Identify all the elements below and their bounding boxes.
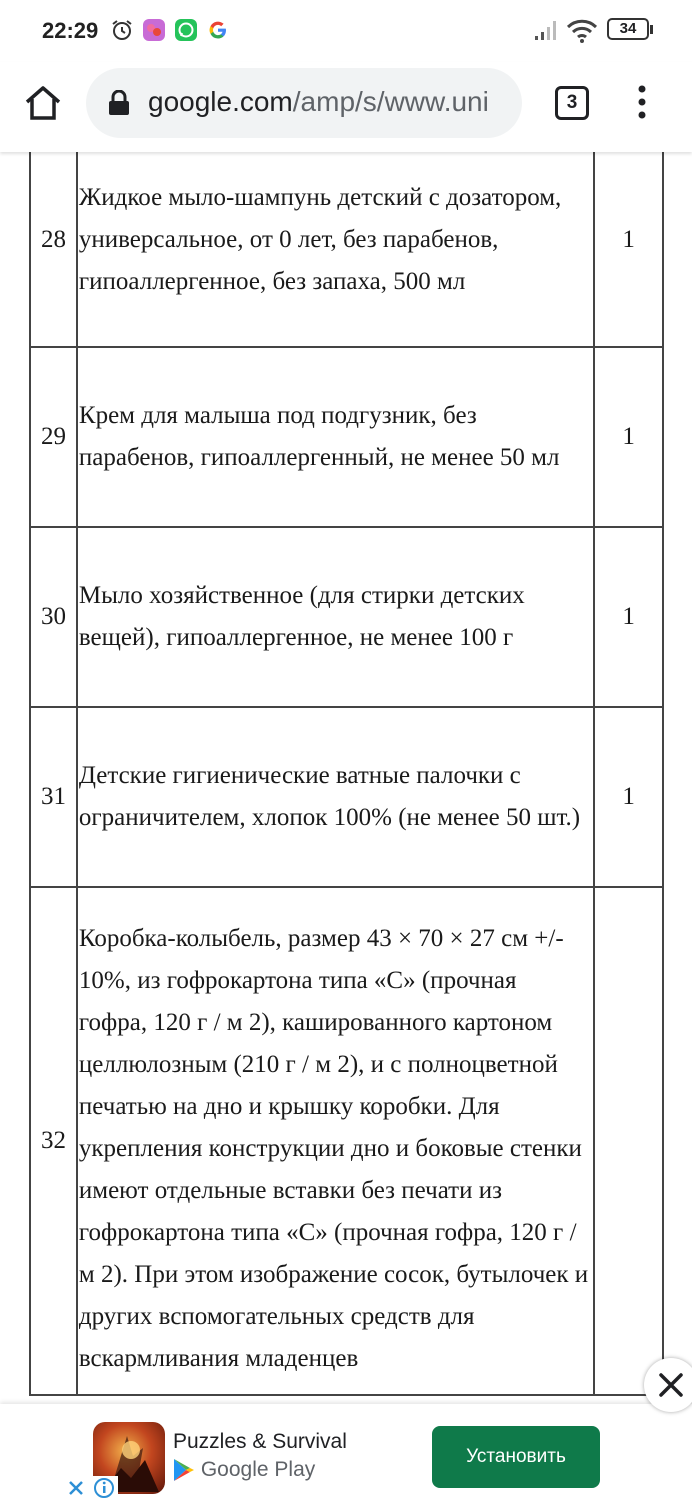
google-icon [206,18,230,42]
ad-store [173,1458,315,1488]
url-text[interactable] [148,86,489,118]
battery-level: 34 [619,20,637,37]
row-number: 28 [30,152,77,347]
home-icon[interactable] [22,82,64,124]
ad-choices-icon [66,1476,118,1500]
tab-switcher-button[interactable] [555,86,589,120]
install-button[interactable]: Установить [432,1426,600,1488]
table-row [30,707,663,887]
items-table [29,152,664,1396]
battery-tip [650,25,653,34]
row-number: 30 [30,527,77,707]
address-bar[interactable] [86,68,522,138]
whatsapp-icon [174,18,198,42]
row-number: 31 [30,707,77,887]
more-menu-icon[interactable] [632,82,652,122]
row-quantity: 1 [594,152,663,347]
browser-toolbar [0,62,692,152]
row-description: Детские гигиенические ватные палочки с ограничителем, хлопок 100% (не менее 50 шт.) [77,707,594,887]
status-bar [0,0,692,62]
app-icon [142,18,166,42]
lock-icon [108,90,130,116]
row-quantity [594,887,663,1395]
row-number: 32 [30,887,77,1395]
battery-icon [607,18,649,40]
row-description: Мыло хозяйственное (для стирки детских вещей), гипоаллергенное, не менее 100 г [77,527,594,707]
url-path: /amp/s/www.uni [292,86,489,117]
url-host: google.com [148,86,293,117]
table-row [30,152,663,347]
signal-icon [533,18,561,42]
row-description: Коробка-колыбель, размер 43 × 70 × 27 см +/- 10%, из гофрокартона типа «С» (прочная гофра, 120 г / м 2), кашированного картоном целлюлозным (210 г / м 2), и с полноцветной печатью на дно и крышку коробки. Для укрепления конструкции дно и боковые стенки имеют отдельные вставки без печати из гофрокартона типа «С» (прочная гофра, 120 г / м 2). При этом изображение сосок, бутылочек и других вспомогательных средств для вскармливания младенцев [77,887,594,1395]
close-icon [644,1358,692,1412]
ad-title[interactable]: Puzzles & Survival [173,1430,347,1453]
table-row [30,887,663,1395]
row-quantity: 1 [594,527,663,707]
google-play-icon [173,1458,195,1482]
ad-banner[interactable] [0,1404,692,1500]
tab-count: 3 [566,92,578,113]
page-content[interactable] [0,152,692,1404]
row-description: Крем для малыша под подгузник, без парабенов, гипоаллергенный, не менее 50 мл [77,347,594,527]
status-time: 22:29 [42,18,99,43]
table-row [30,347,663,527]
row-quantity: 1 [594,707,663,887]
row-description: Жидкое мыло-шампунь детский с дозатором, универсальное, от 0 лет, без парабенов, гипоаллергенное, без запаха, 500 мл [77,152,594,347]
row-number: 29 [30,347,77,527]
alarm-icon [110,18,134,42]
ad-store-name: Google Play [200,1458,316,1481]
close-ad-button[interactable] [644,1358,692,1412]
wifi-icon [566,18,598,44]
table-row [30,527,663,707]
row-quantity: 1 [594,347,663,527]
ad-choices-badge[interactable] [66,1476,118,1500]
